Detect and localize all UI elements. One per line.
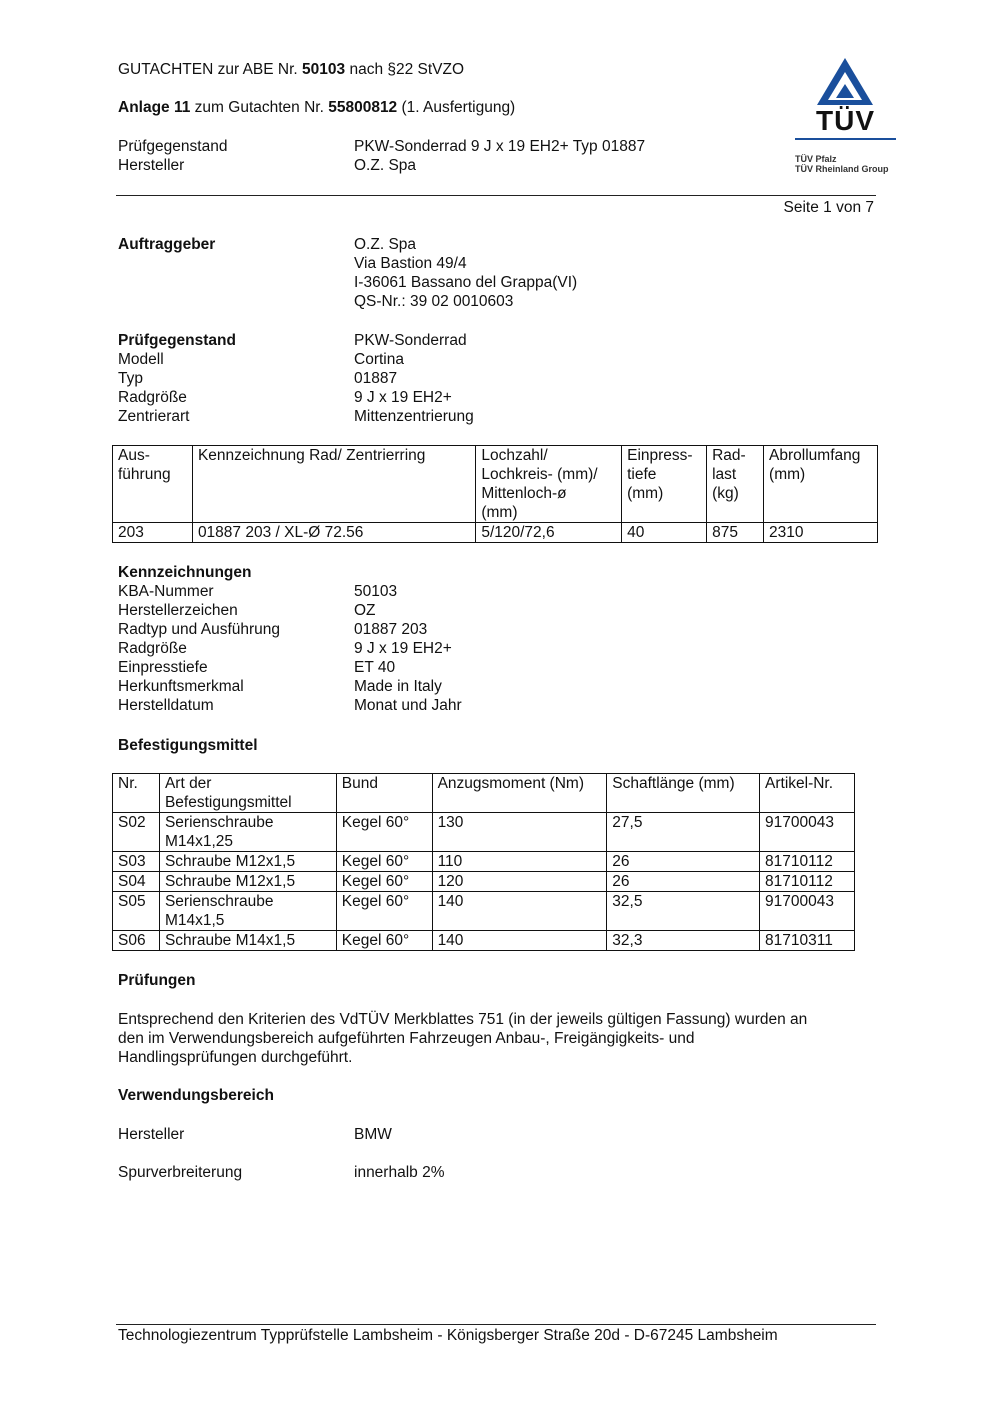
auftraggeber-label: Auftraggeber	[118, 236, 216, 253]
pruefungen-text	[118, 1010, 807, 1067]
fastener-art: Schraube M14x1,5	[159, 931, 336, 951]
befestigung-title: Befestigungsmittel	[118, 737, 258, 754]
auftraggeber-address	[354, 235, 577, 311]
kba-nummer-value: 50103	[354, 583, 398, 600]
anlage-number: Anlage 11	[118, 99, 191, 116]
table-row	[113, 872, 855, 892]
wheel-header-radlast: Rad- last (kg)	[707, 446, 764, 523]
fastener-anzugsmoment: 120	[432, 872, 607, 892]
spurverbreiterung-value: innerhalb 2%	[354, 1164, 445, 1181]
fastener-artikel: 91700043	[760, 813, 855, 852]
pruefungen-line-2: den im Verwendungsbereich aufgeführten Fahrzeugen Anbau-, Freigängigkeits- und	[118, 1030, 695, 1047]
verwendung-hersteller-value: BMW	[354, 1126, 392, 1143]
pruefgegenstand-label: Prüfgegenstand	[118, 332, 236, 349]
fastener-schaftlaenge: 26	[607, 872, 760, 892]
fastener-bund: Kegel 60°	[336, 813, 432, 852]
typ-value: 01887	[354, 370, 398, 387]
modell-value: Cortina	[354, 351, 404, 368]
table-row	[113, 892, 855, 931]
fastener-anzugsmoment: 140	[432, 892, 607, 931]
header-value-pruefgegenstand: PKW-Sonderrad 9 J x 19 EH2+ Typ 01887	[354, 138, 646, 155]
tuv-logo-line-2: TÜV Rheinland Group	[795, 164, 889, 174]
fastener-schaftlaenge: 32,5	[607, 892, 760, 931]
pruefungen-line-1: Entsprechend den Kriterien des VdTÜV Merkblattes 751 (in der jeweils gültigen Fassung) wurden an	[118, 1011, 808, 1028]
fastener-anzugsmoment: 110	[432, 852, 607, 872]
fastener-nr: S05	[113, 892, 160, 931]
header-line-1	[118, 60, 464, 79]
fastener-bund: Kegel 60°	[336, 872, 432, 892]
header-labels	[118, 137, 227, 175]
radgroesse-value: 9 J x 19 EH2+	[354, 640, 452, 657]
gutachten-number: 55800812	[328, 99, 398, 116]
verwendung-title: Verwendungsbereich	[118, 1087, 274, 1104]
herstellerzeichen-value: OZ	[354, 602, 376, 619]
kennzeichnungen-title: Kennzeichnungen	[118, 564, 252, 581]
fastener-nr: S03	[113, 852, 160, 872]
fastener-artikel: 81710311	[760, 931, 855, 951]
auftraggeber-street: Via Bastion 49/4	[354, 255, 467, 272]
footer-address: Technologiezentrum Typprüfstelle Lambsheim - Königsberger Straße 20d - D-67245 Lambsheim	[118, 1327, 778, 1344]
herstellerzeichen-label: Herstellerzeichen	[118, 602, 238, 619]
header-values	[354, 137, 645, 175]
fastener-bund: Kegel 60°	[336, 852, 432, 872]
wheel-header-kennzeichnung: Kennzeichnung Rad/ Zentrierring	[192, 446, 475, 523]
table-row	[113, 931, 855, 951]
wheel-cell-lochzahl: 5/120/72,6	[476, 523, 622, 543]
pruefgegenstand-values	[354, 331, 474, 426]
zentrierart-value: Mittenzentrierung	[354, 408, 474, 425]
wheel-cell-abrollumfang: 2310	[764, 523, 878, 543]
page-number: Seite 1 von 7	[783, 199, 874, 216]
table-row	[113, 813, 855, 852]
header-line-2	[118, 98, 515, 117]
verwendung-hersteller-label: Hersteller	[118, 1126, 185, 1143]
fastener-bund: Kegel 60°	[336, 892, 432, 931]
fastener-schaftlaenge: 27,5	[607, 813, 760, 852]
radtyp-value: 01887 203	[354, 621, 428, 638]
fastener-art: Serienschraube M14x1,5	[159, 892, 336, 931]
fastener-art: Schraube M12x1,5	[159, 852, 336, 872]
pruefgegenstand-labels	[118, 331, 236, 426]
fastener-nr: S02	[113, 813, 160, 852]
fastener-schaftlaenge: 26	[607, 852, 760, 872]
zentrierart-label: Zentrierart	[118, 408, 190, 425]
fastener-art: Serienschraube M14x1,25	[159, 813, 336, 852]
herstelldatum-value: Monat und Jahr	[354, 697, 462, 714]
wheel-header-abrollumfang: Abrollumfang (mm)	[764, 446, 878, 523]
header-line-1-pre: GUTACHTEN zur ABE Nr.	[118, 61, 303, 78]
befestigung-header-schaftlaenge: Schaftlänge (mm)	[607, 774, 760, 813]
pruefungen-title: Prüfungen	[118, 972, 196, 989]
wheel-cell-kennzeichnung: 01887 203 / XL-Ø 72.56	[192, 523, 475, 543]
modell-label: Modell	[118, 351, 164, 368]
tuv-logo	[793, 55, 898, 177]
auftraggeber-name: O.Z. Spa	[354, 236, 417, 253]
header-line-2-post: (1. Ausfertigung)	[397, 99, 516, 116]
header-line-2-mid: zum Gutachten Nr.	[190, 99, 329, 116]
tuv-logo-brand: TÜV	[816, 105, 875, 136]
fastener-anzugsmoment: 130	[432, 813, 607, 852]
einpresstiefe-value: ET 40	[354, 659, 396, 676]
auftraggeber-city: I-36061 Bassano del Grappa(VI)	[354, 274, 578, 291]
fastener-nr: S04	[113, 872, 160, 892]
einpresstiefe-label: Einpresstiefe	[118, 659, 208, 676]
kba-nummer-label: KBA-Nummer	[118, 583, 214, 600]
fastener-artikel: 81710112	[760, 852, 855, 872]
wheel-cell-ausfuehrung: 203	[113, 523, 193, 543]
radtyp-label: Radtyp und Ausführung	[118, 621, 281, 638]
footer-divider	[116, 1324, 876, 1325]
radgroesse-value: 9 J x 19 EH2+	[354, 389, 452, 406]
befestigung-header-anzugsmoment: Anzugsmoment (Nm)	[432, 774, 607, 813]
wheel-table-header-row	[113, 446, 878, 523]
befestigung-table	[112, 773, 855, 951]
fastener-art: Schraube M12x1,5	[159, 872, 336, 892]
befestigung-header-nr: Nr.	[113, 774, 160, 813]
wheel-table	[112, 445, 878, 543]
befestigung-header-row	[113, 774, 855, 813]
pruefungen-line-3: Handlingsprüfungen durchgeführt.	[118, 1049, 353, 1066]
wheel-header-lochzahl: Lochzahl/ Lochkreis- (mm)/ Mittenloch-ø (mm)	[476, 446, 622, 523]
typ-label: Typ	[118, 370, 143, 387]
wheel-header-einpresstiefe: Einpress- tiefe (mm)	[622, 446, 707, 523]
header-value-hersteller: O.Z. Spa	[354, 157, 417, 174]
pruefgegenstand-value: PKW-Sonderrad	[354, 332, 467, 349]
table-row	[113, 852, 855, 872]
herkunftsmerkmal-value: Made in Italy	[354, 678, 442, 695]
fastener-artikel: 91700043	[760, 892, 855, 931]
kennzeichnungen-labels	[118, 582, 280, 715]
fastener-nr: S06	[113, 931, 160, 951]
radgroesse-label: Radgröße	[118, 640, 187, 657]
fastener-artikel: 81710112	[760, 872, 855, 892]
befestigung-header-artikel: Artikel-Nr.	[760, 774, 855, 813]
abe-number: 50103	[302, 61, 346, 78]
spurverbreiterung-label: Spurverbreiterung	[118, 1164, 243, 1181]
herstelldatum-label: Herstelldatum	[118, 697, 214, 714]
kennzeichnungen-values	[354, 582, 462, 715]
header-line-1-post: nach §22 StVZO	[345, 61, 465, 78]
fastener-anzugsmoment: 140	[432, 931, 607, 951]
herkunftsmerkmal-label: Herkunftsmerkmal	[118, 678, 244, 695]
header-label-hersteller: Hersteller	[118, 157, 185, 174]
befestigung-header-art: Art der Befestigungsmittel	[159, 774, 336, 813]
wheel-cell-einpresstiefe: 40	[622, 523, 707, 543]
auftraggeber-qs-number: QS-Nr.: 39 02 0010603	[354, 293, 514, 310]
wheel-header-ausfuehrung: Aus- führung	[113, 446, 193, 523]
fastener-bund: Kegel 60°	[336, 931, 432, 951]
radgroesse-label: Radgröße	[118, 389, 187, 406]
header-label-pruefgegenstand: Prüfgegenstand	[118, 138, 228, 155]
header-divider	[116, 195, 876, 196]
befestigung-header-bund: Bund	[336, 774, 432, 813]
table-row	[113, 523, 878, 543]
tuv-logo-line-1: TÜV Pfalz	[795, 154, 837, 164]
fastener-schaftlaenge: 32,3	[607, 931, 760, 951]
wheel-cell-radlast: 875	[707, 523, 764, 543]
